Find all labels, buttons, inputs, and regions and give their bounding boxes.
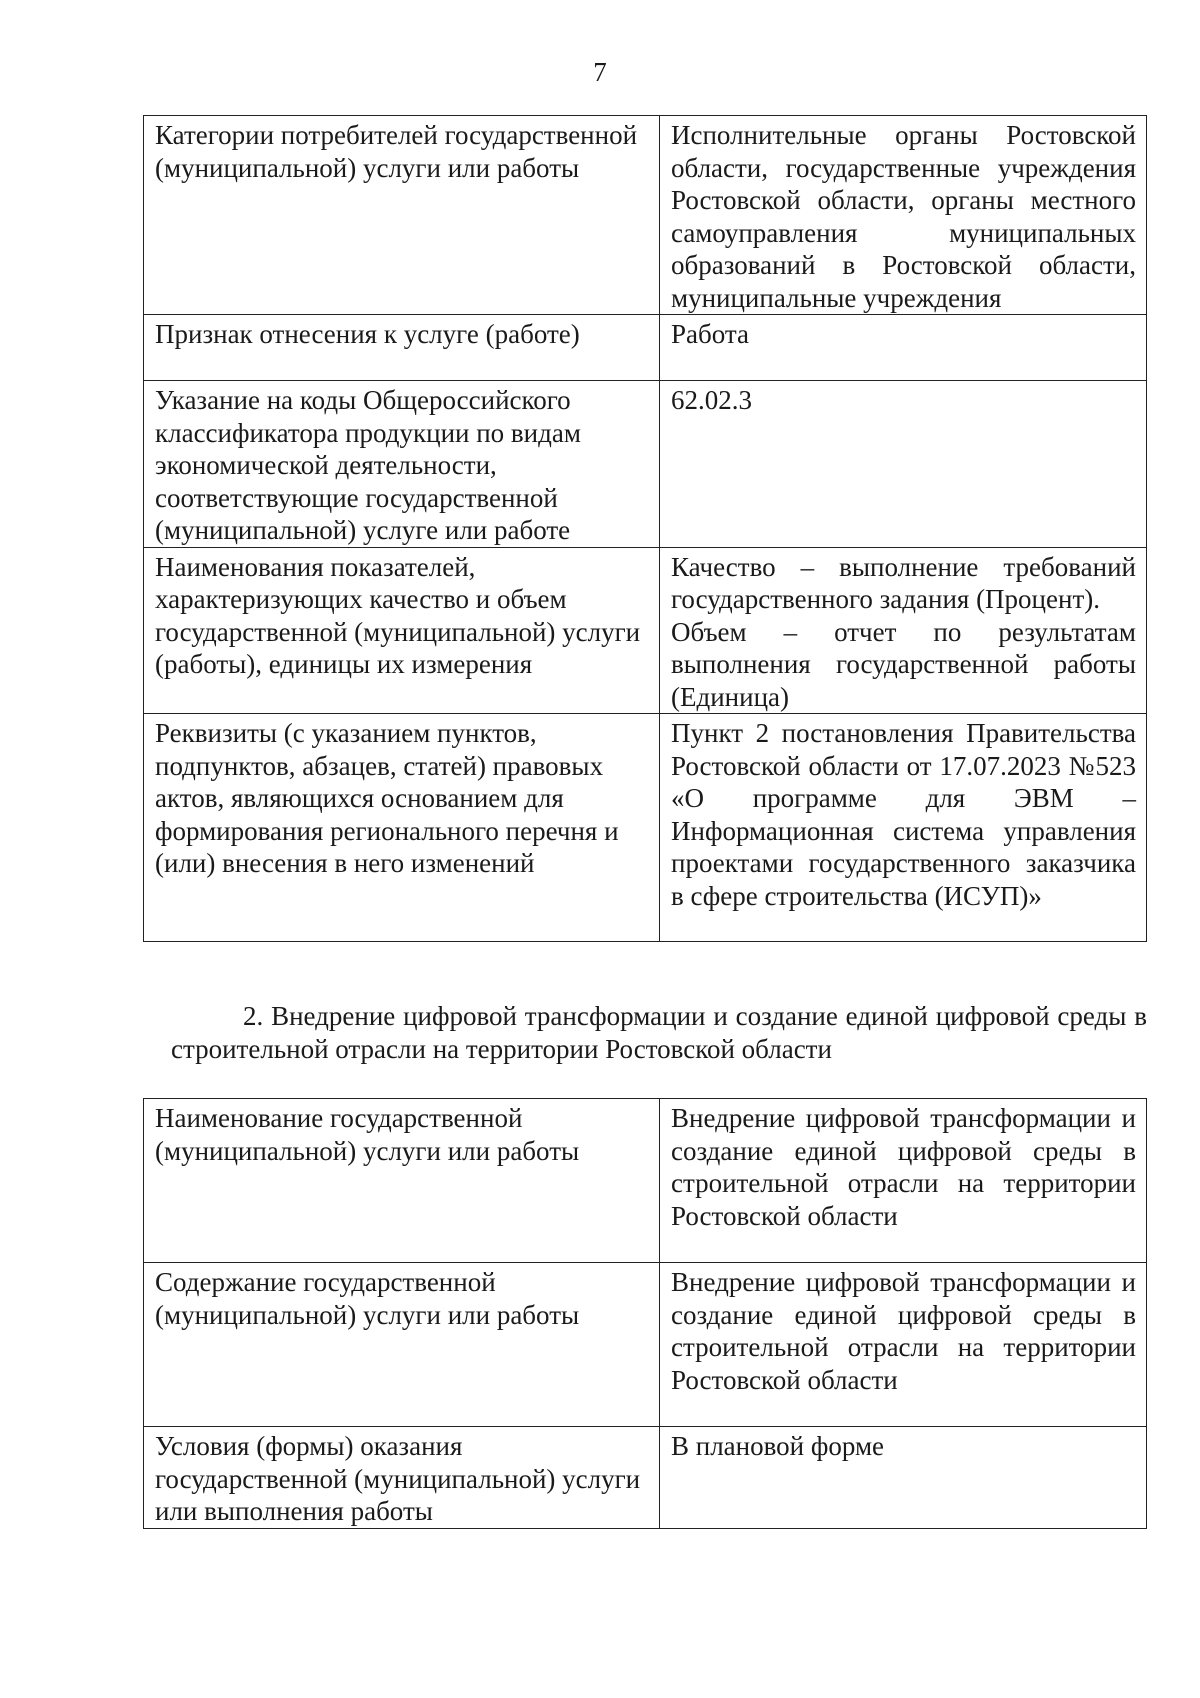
section-heading: 2. Внедрение цифровой трансформации и создание единой цифровой среды в строительной отрасли на территории Ростовской области (171, 1001, 1147, 1064)
table-row (144, 547, 1147, 714)
table-row (144, 315, 1147, 381)
row-value-service-conditions: В плановой форме (660, 1427, 1147, 1529)
table-row (144, 1263, 1147, 1427)
row-value-service-name: Внедрение цифровой трансформации и создание единой цифровой среды в строительной отрасли на территории Ростовской области (660, 1099, 1147, 1263)
row-label-legal-acts: Реквизиты (с указанием пунктов, подпунктов, абзацев, статей) правовых актов, являющихся основанием для формирования регионального перечня и (или) внесения в него изменений (144, 714, 660, 942)
row-label-service-content: Содержание государственной (муниципальной) услуги или работы (144, 1263, 660, 1427)
row-value-legal-acts: Пункт 2 постановления Правительства Ростовской области от 17.07.2023 №523 «О программе для ЭВМ – Информационная система управления проектами государственного заказчика в сфере строительства (ИСУП)» (660, 714, 1147, 942)
row-value-okpd-codes: 62.02.3 (660, 381, 1147, 548)
indicator-quality: Качество – выполнение требований государственного задания (Процент). (671, 551, 1136, 614)
row-label-service-conditions: Условия (формы) оказания государственной (муниципальной) услуги или выполнения работы (144, 1427, 660, 1529)
table-row (144, 381, 1147, 548)
row-label-service-attribute: Признак отнесения к услуге (работе) (144, 315, 660, 381)
row-label-indicators: Наименования показателей, характеризующих качество и объем государственной (муниципальной) услуги (работы), единицы их измерения (144, 547, 660, 714)
registry-table-2 (143, 1098, 1147, 1529)
row-value-indicators (660, 547, 1147, 714)
table-row (144, 1099, 1147, 1263)
row-label-service-name: Наименование государственной (муниципальной) услуги или работы (144, 1099, 660, 1263)
registry-table-1 (143, 115, 1147, 942)
row-value-service-attribute: Работа (660, 315, 1147, 381)
table-row (144, 714, 1147, 942)
row-label-consumer-categories: Категории потребителей государственной (муниципальной) услуги или работы (144, 116, 660, 315)
row-label-okpd-codes: Указание на коды Общероссийского классификатора продукции по видам экономической деятельности, соответствующие государственной (муниципальной) услуге или работе (144, 381, 660, 548)
row-value-service-content: Внедрение цифровой трансформации и создание единой цифровой среды в строительной отрасли на территории Ростовской области (660, 1263, 1147, 1427)
table-row (144, 116, 1147, 315)
indicator-volume: Объем – отчет по результатам выполнения государственной работы (Единица) (671, 616, 1136, 712)
table-row (144, 1427, 1147, 1529)
page-number: 7 (593, 57, 607, 87)
row-value-consumer-categories: Исполнительные органы Ростовской области, государственные учреждения Ростовской области, органы местного самоуправления муниципальных образований в Ростовской области, муниципальные учреждения (660, 116, 1147, 315)
